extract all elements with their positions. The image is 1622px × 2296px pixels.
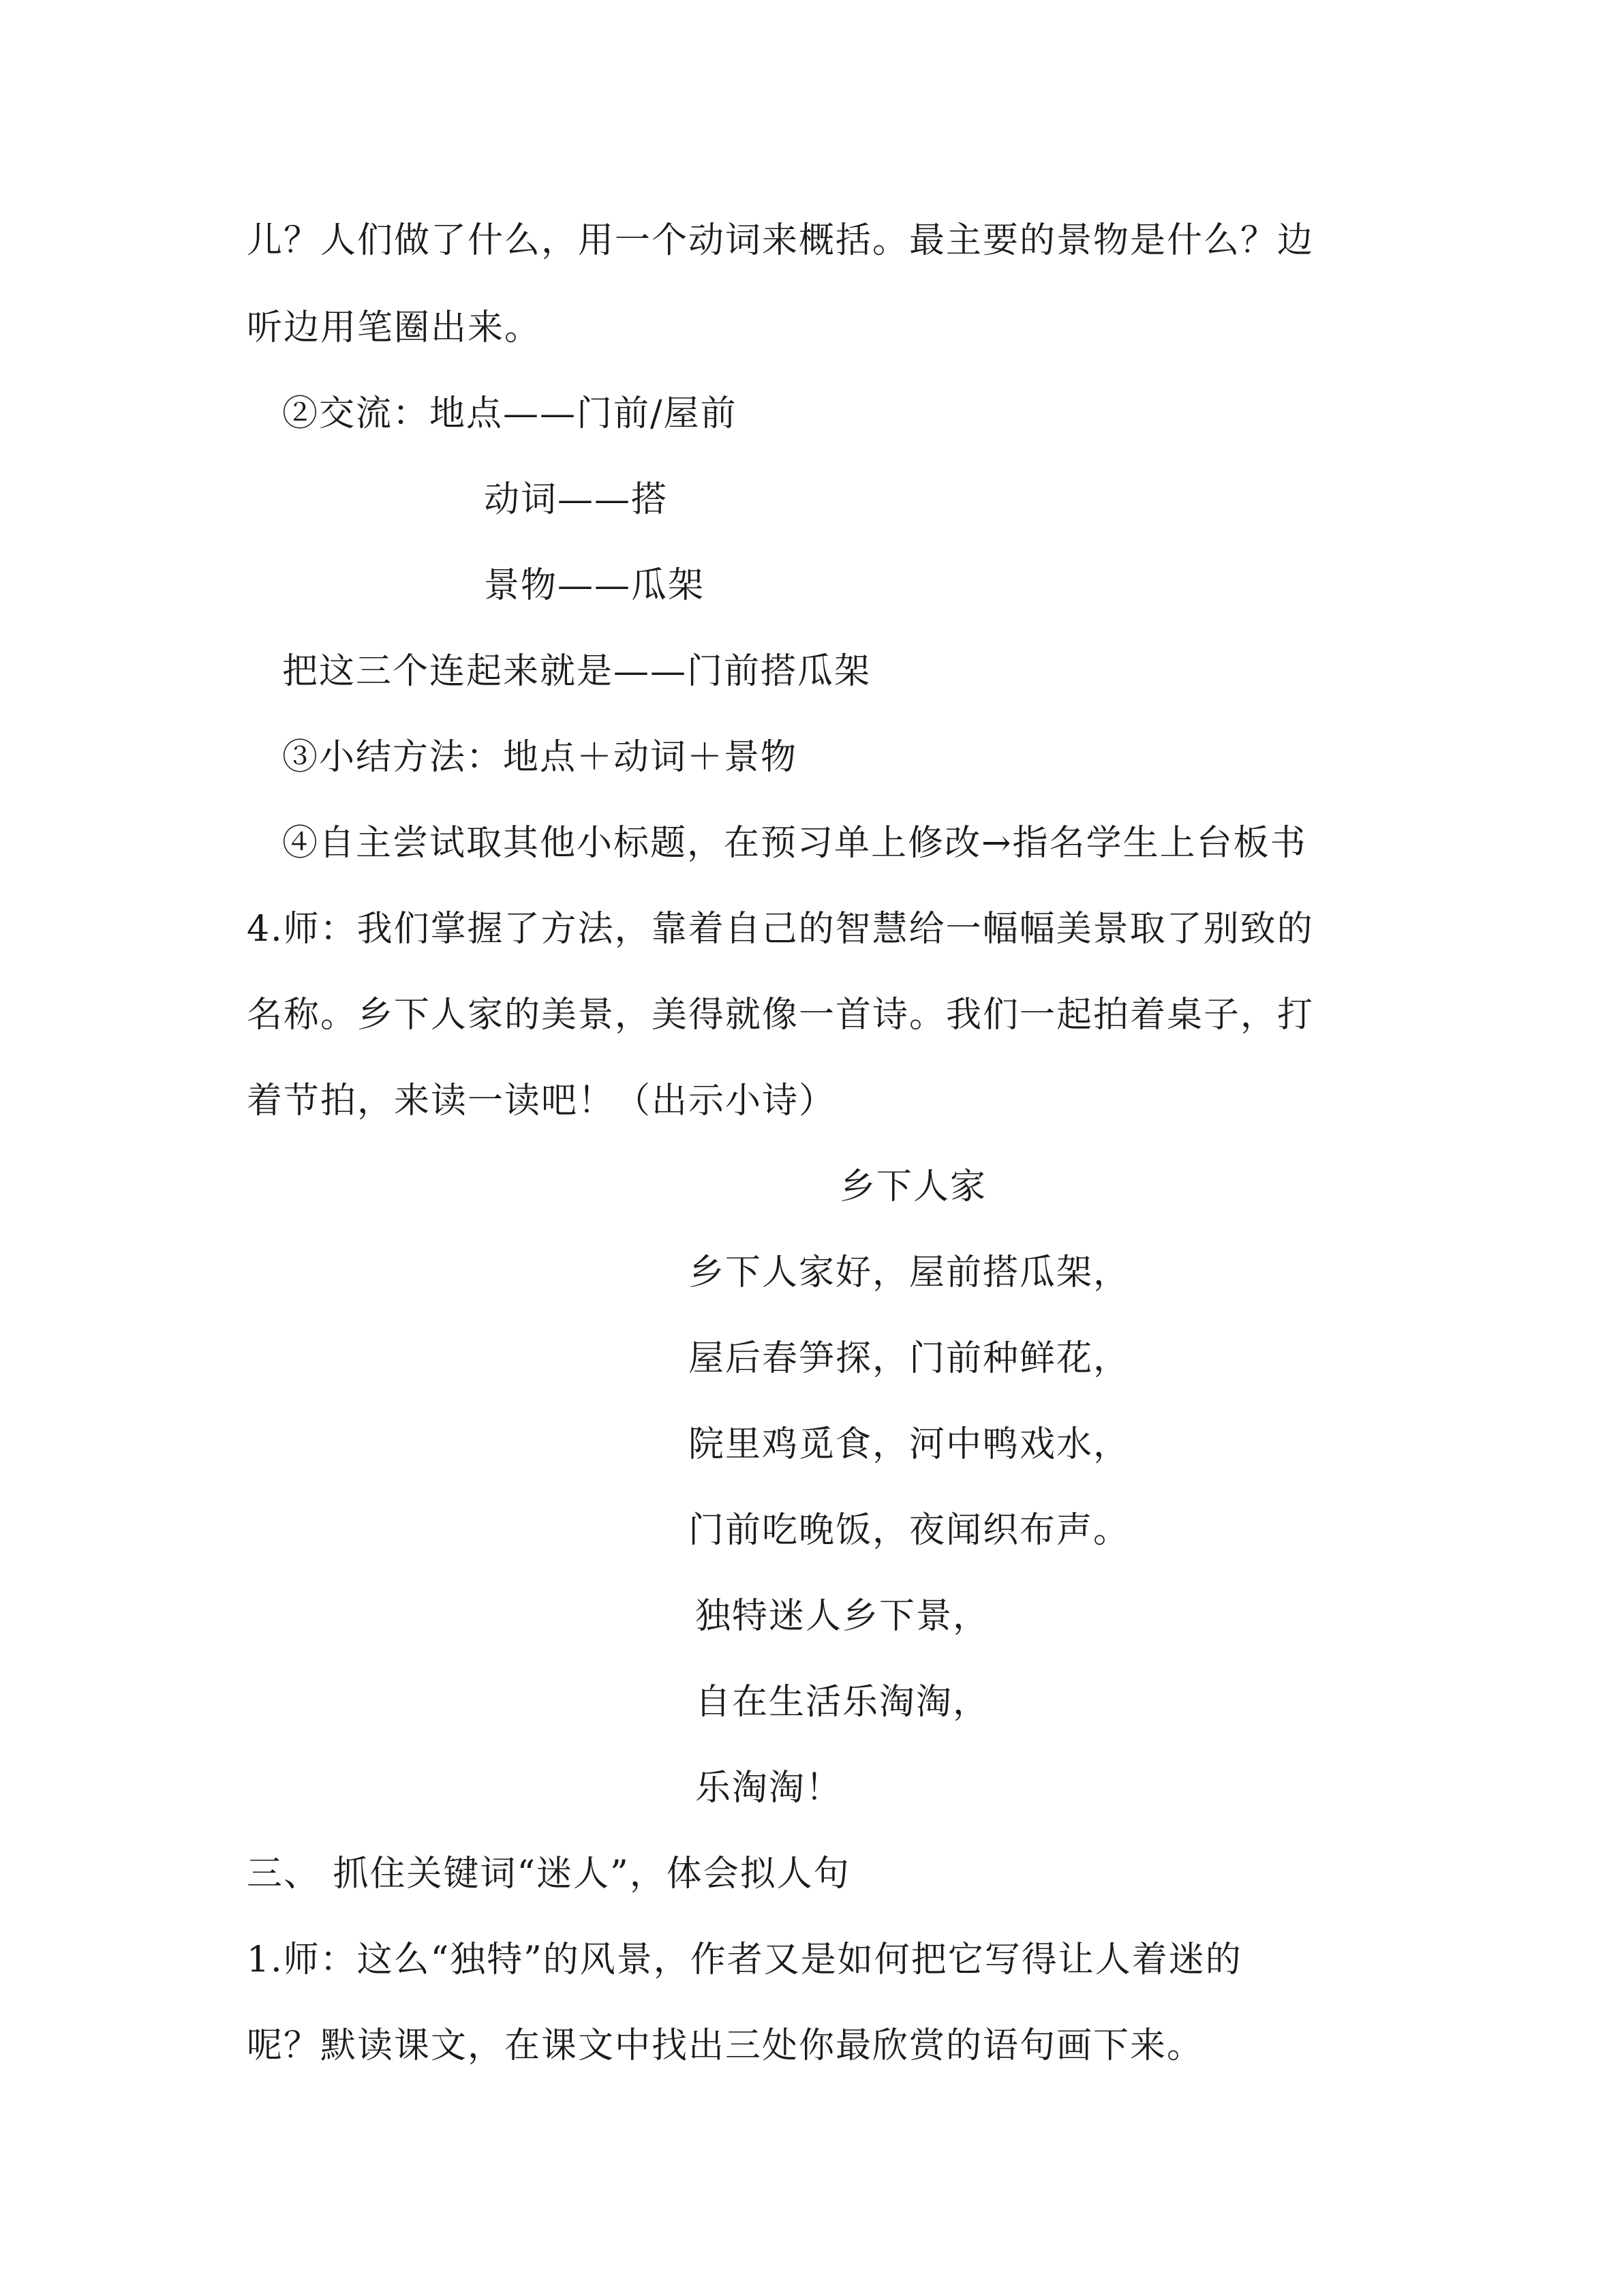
paragraph-line: 着节拍，来读一读吧！（出示小诗）	[247, 1081, 836, 1121]
paragraph-line: 名称。乡下人家的美景，美得就像一首诗。我们一起拍着桌子，打	[247, 995, 1315, 1036]
section-heading: 三、 抓住关键词“迷人”，体会拟人句	[247, 1854, 851, 1894]
task-line: ④自主尝试取其他小标题，在预习单上修改→指名学生上台板书	[282, 823, 1307, 864]
summary-line: ③小结方法：地点＋动词＋景物	[282, 737, 798, 778]
poem-title: 乡下人家	[840, 1166, 988, 1207]
paragraph-line: 把这三个连起来就是——门前搭瓜架	[282, 651, 872, 692]
exchange-line: 景物——瓜架	[484, 565, 705, 606]
paragraph-line: 听边用笔圈出来。	[247, 307, 542, 348]
paragraph-line: 呢？默读课文，在课文中找出三处你最欣赏的语句画下来。	[247, 2025, 1204, 2066]
poem-line: 独特迷人乡下景，	[695, 1596, 990, 1637]
poem-line: 乐淘淘！	[695, 1768, 843, 1809]
exchange-line: ②交流：地点——门前/屋前	[282, 393, 737, 434]
poem-line: 屋后春笋探，门前种鲜花，	[688, 1338, 1131, 1379]
poem-line: 乡下人家好，屋前搭瓜架，	[688, 1252, 1131, 1293]
paragraph-line: 1.师：这么“独特”的风景，作者又是如何把它写得让人着迷的	[247, 1939, 1242, 1980]
paragraph-line: 儿？人们做了什么，用一个动词来概括。最主要的景物是什么？边	[247, 220, 1315, 261]
paragraph-line: 4.师：我们掌握了方法，靠着自己的智慧给一幅幅美景取了别致的	[247, 909, 1314, 950]
poem-line: 院里鸡觅食，河中鸭戏水，	[688, 1424, 1131, 1465]
poem-line: 门前吃晚饭，夜闻织布声。	[688, 1510, 1131, 1551]
exchange-line: 动词——搭	[484, 479, 669, 520]
poem-line: 自在生活乐淘淘，	[695, 1682, 990, 1723]
